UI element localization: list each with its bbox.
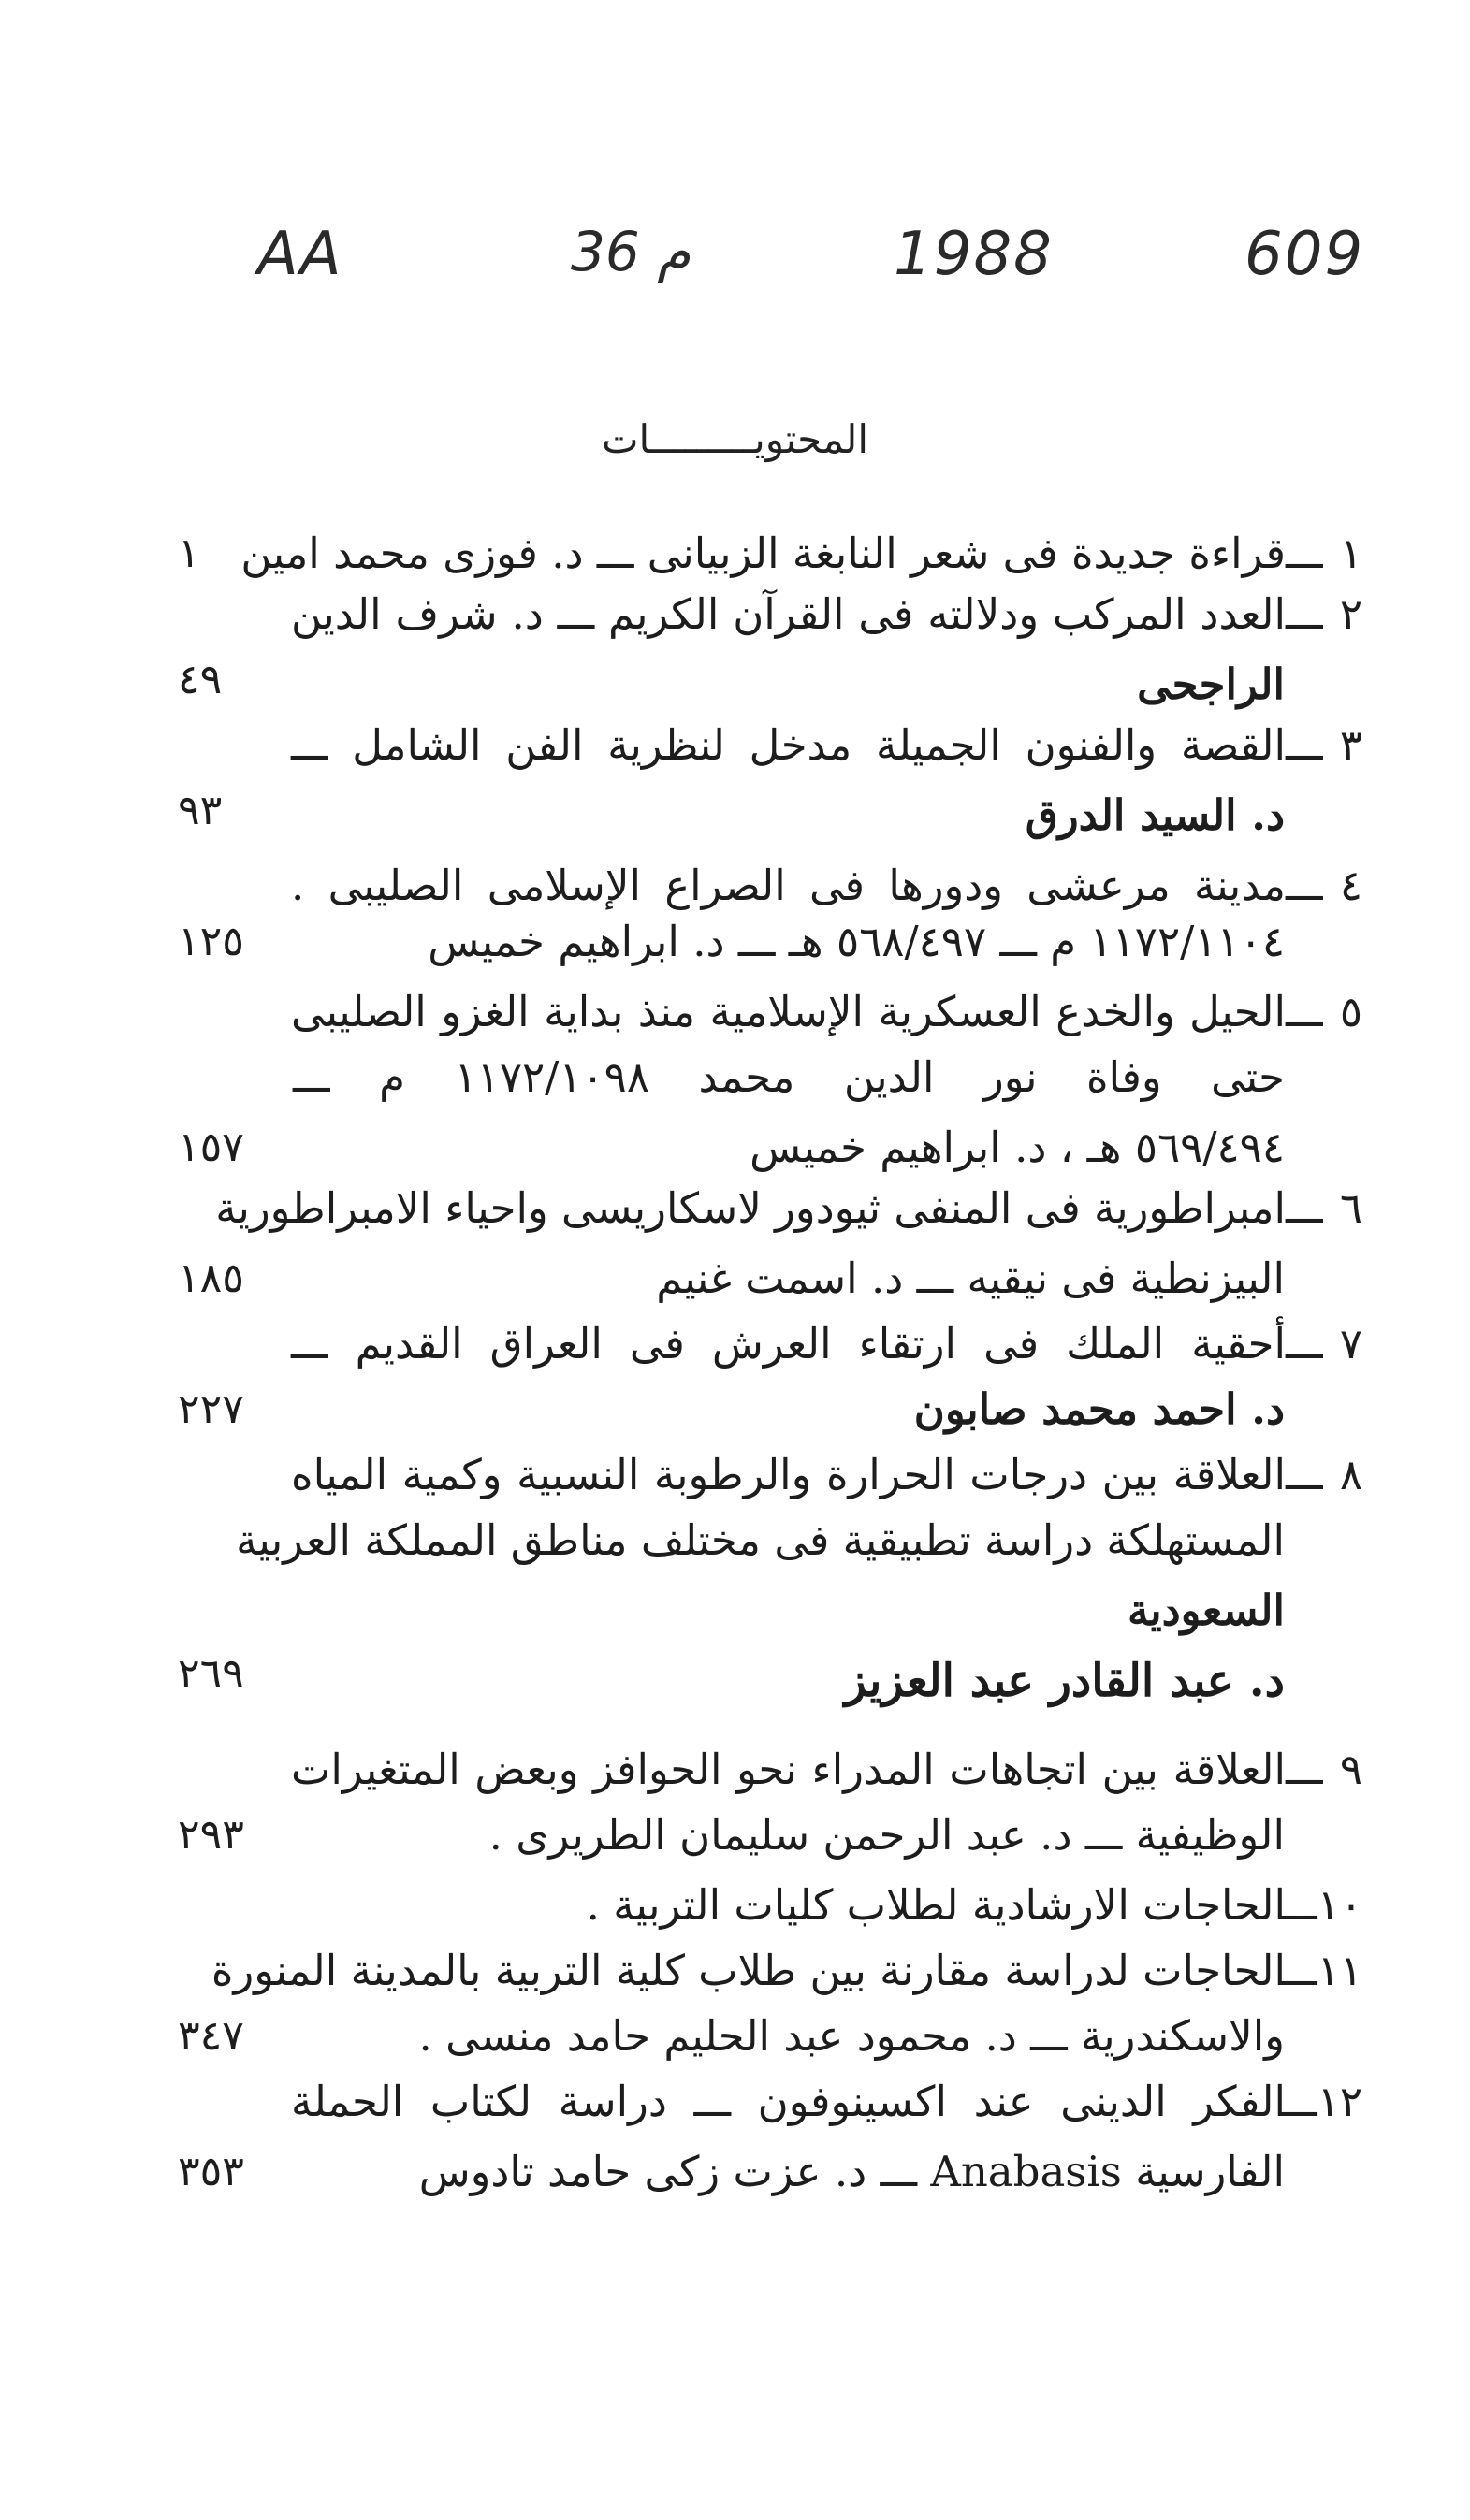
toc-entry-9-page: ٢٩٣ <box>178 1811 244 1859</box>
toc-entry-10-line-1: ١٠ـــالحاجات الارشادية لطلاب كليات التربية . <box>586 1880 1362 1930</box>
handwritten-number: 609 <box>1244 220 1365 289</box>
toc-entry-6-line-2: البيزنطية فى نيقيه ـــ د. اسمت غنيم <box>656 1253 1285 1303</box>
toc-entry-8-line-1: ٨ ـــالعلاقة بين درجات الحرارة والرطوبة النسبية وكمية المياه <box>291 1450 1362 1499</box>
toc-entry-8-page: ٢٦٩ <box>178 1650 244 1698</box>
toc-entry-12-page: ٣٥٣ <box>178 2148 244 2195</box>
toc-entry-7-page: ٢٢٧ <box>178 1385 244 1433</box>
toc-entry-7-line-1: ٧ ـــأحقية الملك فى ارتقاء العرش فى العراق القديم ـــ <box>291 1319 1362 1369</box>
toc-entry-5-line-2: حتى وفاة نور الدين محمد ١١٧٢/١٠٩٨ م ـــ <box>293 1052 1286 1102</box>
handwritten-code: AA <box>257 220 343 289</box>
toc-entry-8-line-3: السعودية <box>1127 1586 1285 1635</box>
toc-entry-6-page: ١٨٥ <box>178 1254 244 1302</box>
toc-entry-11-page: ٣٤٧ <box>178 2012 244 2060</box>
toc-entry-1-line-1: ١ ـــقراءة جديدة فى شعر النابغة الزبيانى ـــ د. فوزى محمد امين <box>240 529 1362 578</box>
toc-entry-2-line-1: ٢ ـــالعدد المركب ودلالته فى القرآن الكريم ـــ د. شرف الدين <box>291 589 1362 639</box>
toc-entry-4-page: ١٢٥ <box>178 918 244 965</box>
toc-entry-1-page: ١ <box>178 529 200 577</box>
toc-entry-2-line-2: الراجحى <box>1137 659 1285 709</box>
toc-entry-3-line-1: ٣ ـــالقصة والفنون الجميلة مدخل لنظرية الفن الشامل ـــ <box>291 720 1362 770</box>
toc-entry-5-line-3: ٥٦٩/٤٩٤ هـ ، د. ابراهيم خميس <box>750 1122 1285 1172</box>
handwritten-volume: 36 م <box>571 220 691 283</box>
toc-entry-12-line-2: الفارسية Anabasis ـــ د. عزت زكى حامد تادوس <box>418 2147 1285 2196</box>
toc-entry-4-line-2: ١١٧٢/١١٠٤ م ـــ ٥٦٨/٤٩٧ هـ ـــ د. ابراهيم خميس <box>428 917 1285 966</box>
toc-entry-9-line-1: ٩ ـــالعلاقة بين اتجاهات المدراء نحو الحوافز وبعض المتغيرات <box>291 1745 1362 1794</box>
toc-entry-9-line-2: الوظيفية ـــ د. عبد الرحمن سليمان الطريرى . <box>488 1810 1285 1860</box>
handwritten-year: 1988 <box>894 220 1054 289</box>
toc-entry-11-line-2: والاسكندرية ـــ د. محمود عبد الحليم حامد منسى . <box>418 2011 1285 2061</box>
toc-entry-5-page: ١٥٧ <box>178 1123 244 1171</box>
toc-entry-4-line-1: ٤ ـــمدينة مرعشى ودورها فى الصراع الإسلامى الصليبى . <box>291 861 1362 910</box>
toc-entry-7-line-2: د. احمد محمد صابون <box>913 1384 1285 1434</box>
toc-entry-11-line-1: ١١ـــالحاجات لدراسة مقارنة بين طلاب كلية التربية بالمدينة المنورة <box>211 1946 1362 1995</box>
toc-entry-8-line-4: د. عبد القادر عبد العزيز <box>844 1655 1285 1707</box>
toc-entry-2-page: ٤٩ <box>178 656 223 703</box>
page-title: المحتويـــــــــات <box>602 416 868 462</box>
toc-entry-6-line-1: ٦ ـــامبراطورية فى المنفى ثيودور لاسكاريسى واحياء الامبراطورية <box>215 1183 1362 1233</box>
toc-entry-8-line-2: المستهلكة دراسة تطبيقية فى مختلف مناطق المملكة العربية <box>236 1515 1285 1565</box>
toc-entry-3-page: ٩٣ <box>178 787 223 834</box>
toc-entry-5-line-1: ٥ ـــالحيل والخدع العسكرية الإسلامية منذ بداية الغزو الصليبى <box>291 987 1362 1036</box>
toc-entry-12-line-1: ١٢ـــالفكر الدينى عند اكسينوفون ـــ دراسة لكتاب الحملة <box>291 2077 1362 2126</box>
toc-entry-3-line-2: د. السيد الدرق <box>1025 790 1285 840</box>
